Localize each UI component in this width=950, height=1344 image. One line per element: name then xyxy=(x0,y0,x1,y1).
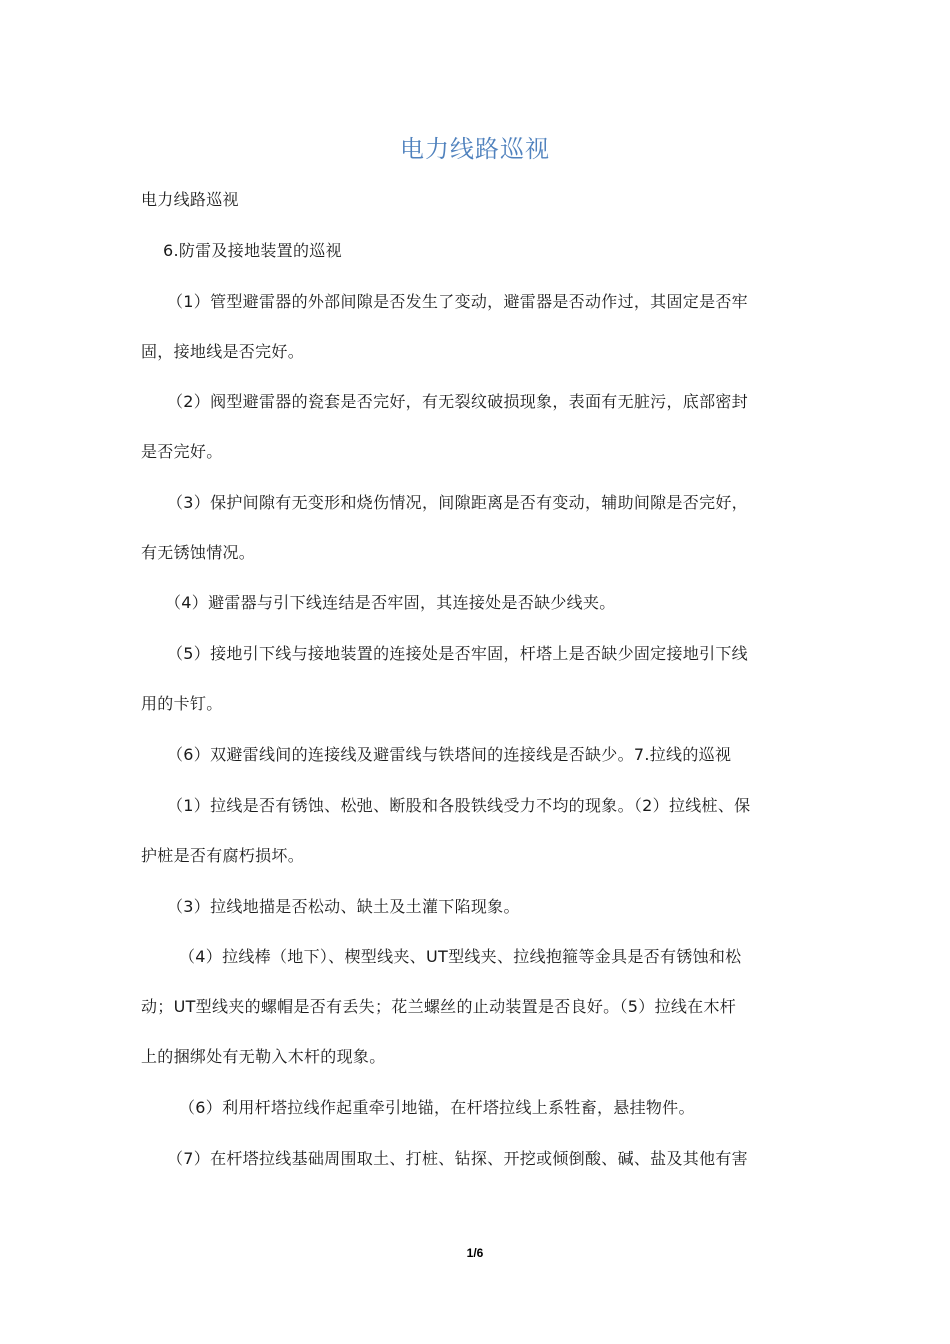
text-line: （3）拉线地描是否松动、缺土及土灌下陷现象。 xyxy=(167,897,520,916)
text-line: 护桩是否有腐朽损坏。 xyxy=(141,846,305,865)
text-line: （3）保护间隙有无变形和烧伤情况，间隙距离是否有变动，辅助间隙是否完好， xyxy=(167,493,748,512)
text-line: （6）双避雷线间的连接线及避雷线与铁塔间的连接线是否缺少。7.拉线的巡视 xyxy=(167,745,732,764)
text-line: 动；UT型线夹的螺帽是否有丢失；花兰螺丝的止动装置是否良好。（5）拉线在木杆 xyxy=(141,997,737,1016)
text-line: （1）管型避雷器的外部间隙是否发生了变动，避雷器是否动作过，其固定是否牢 xyxy=(167,292,748,311)
text-line: （2）阀型避雷器的瓷套是否完好，有无裂纹破损现象，表面有无脏污，底部密封 xyxy=(167,392,748,411)
text-line: 有无锈蚀情况。 xyxy=(141,543,256,562)
text-line: （4）拉线棒（地下）、楔型线夹、UT型线夹、拉线抱箍等金具是否有锈蚀和松 xyxy=(179,947,742,966)
document-title: 电力线路巡视 xyxy=(400,135,550,163)
text-line: 上的捆绑处有无勒入木杆的现象。 xyxy=(141,1047,386,1066)
text-line: 用的卡钉。 xyxy=(141,694,223,713)
text-line: （5）接地引下线与接地装置的连接处是否牢固，杆塔上是否缺少固定接地引下线 xyxy=(167,644,748,663)
text-line: （1）拉线是否有锈蚀、松弛、断股和各股铁线受力不均的现象。（2）拉线桩、保 xyxy=(167,796,751,815)
text-line: 6.防雷及接地装置的巡视 xyxy=(163,241,342,260)
text-line: 固，接地线是否完好。 xyxy=(141,342,305,361)
text-line: （7）在杆塔拉线基础周围取土、打桩、钻探、开挖或倾倒酸、碱、盐及其他有害 xyxy=(167,1149,748,1168)
text-line: 是否完好。 xyxy=(141,442,223,461)
text-line: （4）避雷器与引下线连结是否牢固，其连接处是否缺少线夹。 xyxy=(165,593,616,612)
text-line: （6）利用杆塔拉线作起重牵引地锚，在杆塔拉线上系牲畜，悬挂物件。 xyxy=(179,1098,695,1117)
document-subtitle: 电力线路巡视 xyxy=(141,190,239,209)
page-number: 1/6 xyxy=(466,1246,484,1260)
